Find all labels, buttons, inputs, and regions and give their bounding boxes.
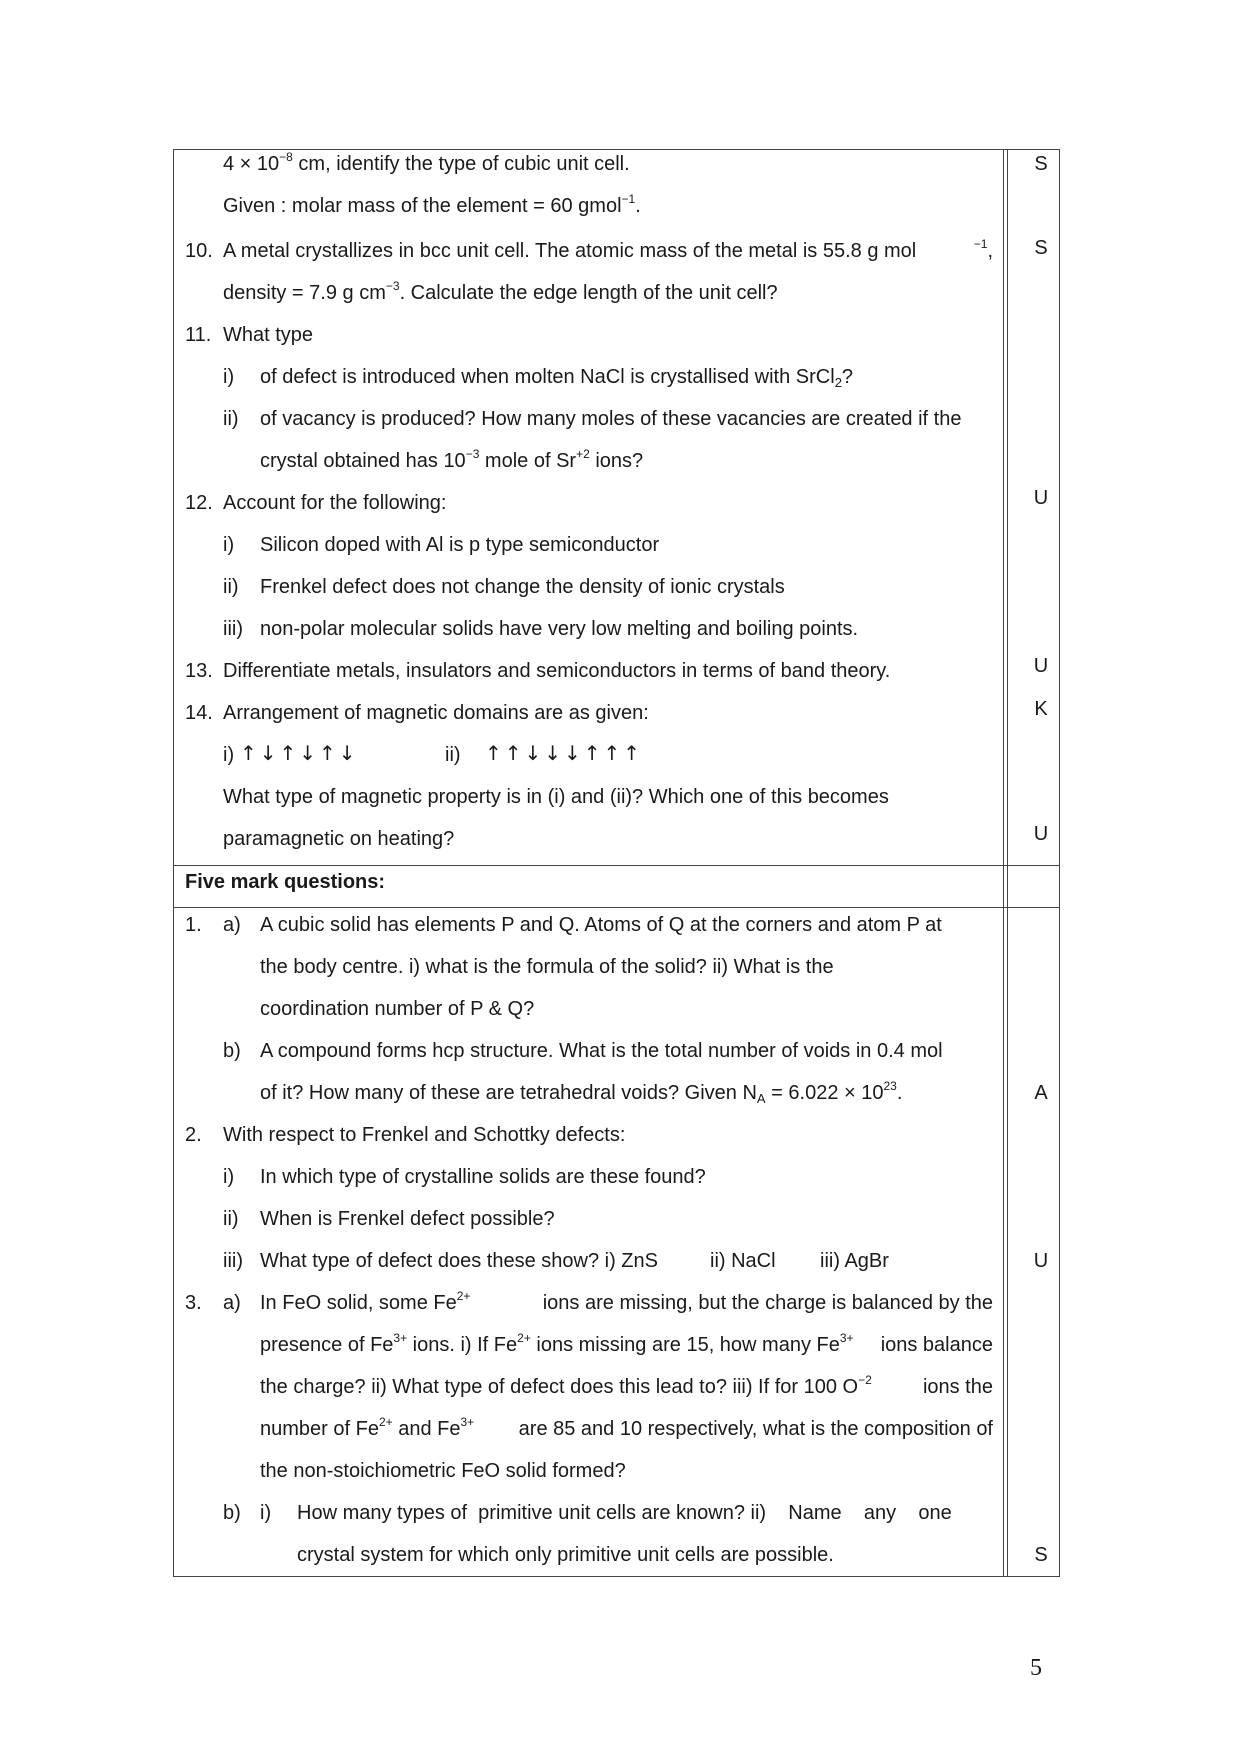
- q13-text: Differentiate metals, insulators and semiconductors in terms of band theory.: [223, 660, 891, 682]
- five-q1-b-line2: of it? How many of these are tetrahedral voids? Given $N_A = 6.022 \times 10^{23}$.: [260, 1079, 903, 1106]
- q13-number: 13.: [185, 660, 213, 682]
- q14-i-label: i): [223, 744, 235, 766]
- code-q9: S: [1034, 153, 1048, 175]
- five-q1-b-label: b): [223, 1040, 241, 1062]
- code-q10: S: [1034, 237, 1048, 259]
- q11-number: 11.: [185, 324, 212, 346]
- five-q3-b-i-label: i): [260, 1502, 272, 1524]
- q12-number: 12.: [185, 492, 213, 514]
- q12-text: Account for the following:: [223, 492, 447, 514]
- q14-ii-arrows: ↑↑↓↓↓↑↑↑: [485, 741, 644, 765]
- q14-text: Arrangement of magnetic domains are as given:: [223, 702, 649, 724]
- q14-line3: What type of magnetic property is in (i) and (ii)? Which one of this becomes: [223, 786, 889, 808]
- five-q3-b-line1: How many types of primitive unit cells are known? ii) Name any one: [297, 1502, 952, 1524]
- row-divider-section-bottom: [173, 907, 1060, 908]
- q12-i-text: Silicon doped with Al is p type semiconductor: [260, 534, 660, 556]
- five-q2-iii-label: iii): [223, 1250, 243, 1272]
- q12-iii-text: non-polar molecular solids have very low melting and boiling points.: [260, 618, 859, 640]
- q10-line1: A metal crystallizes in bcc unit cell. The atomic mass of the metal is 55.8 g mol $^{-1}$,: [223, 237, 993, 262]
- five-q2-ii-label: ii): [223, 1208, 239, 1230]
- five-q3-b-label: b): [223, 1502, 241, 1524]
- five-q3-a-label: a): [223, 1292, 241, 1314]
- q14-i-arrows: ↑↓↑↓↑↓: [240, 741, 359, 765]
- table-border-right: [1059, 149, 1060, 1577]
- five-q2-i-label: i): [223, 1166, 235, 1188]
- five-q3-a-line2: presence of $Fe^{3+}$ ions. i) If $Fe^{2+}$ ions missing are 15, how many $Fe^{3+}$ ions balance: [260, 1331, 993, 1356]
- five-q2-ii-text: When is Frenkel defect possible?: [260, 1208, 555, 1230]
- column-divider-a: [1003, 149, 1004, 1577]
- five-q3-a-line5: the non-stoichiometric FeO solid formed?: [260, 1460, 626, 1482]
- q9-line2: Given : molar mass of the element = 60 gmol$^{-1}$.: [223, 192, 641, 217]
- q14-number: 14.: [185, 702, 213, 724]
- five-q2-number: 2.: [185, 1124, 202, 1146]
- five-q2-iii-nacl: ii) NaCl: [710, 1250, 776, 1272]
- q12-ii-text: Frenkel defect does not change the density of ionic crystals: [260, 576, 785, 598]
- five-q1-a-label: a): [223, 914, 241, 936]
- table-border-left: [173, 149, 174, 1577]
- code-q13: U: [1033, 655, 1049, 677]
- code-five-q3: S: [1034, 1544, 1048, 1566]
- code-q12: U: [1033, 487, 1049, 509]
- q10-number: 10.: [185, 240, 213, 262]
- q11-i-text: of defect is introduced when molten NaCl is crystallised with SrCl$_2$?: [260, 366, 854, 390]
- five-q1-b-line1: A compound forms hcp structure. What is the total number of voids in 0.4 mol: [260, 1040, 943, 1062]
- five-q3-a-line4: number of $Fe^{2+}$ and $Fe^{3+}$ are 85 and 10 respectively, what is the composition of: [260, 1415, 993, 1440]
- five-q3-a-line3: the charge? ii) What type of defect does this lead to? iii) If for 100 $O^{-2}$ ions the: [260, 1373, 993, 1398]
- table-border-bottom: [173, 1576, 1060, 1577]
- table-border-top: [173, 149, 1060, 150]
- five-q3-b-line2: crystal system for which only primitive unit cells are possible.: [297, 1544, 834, 1566]
- five-q2-iii-text: What type of defect does these show? i) ZnS: [260, 1250, 658, 1272]
- five-q1-a-line1: A cubic solid has elements P and Q. Atoms of Q at the corners and atom P at: [260, 914, 942, 936]
- five-q1-number: 1.: [185, 914, 202, 936]
- section-heading: Five mark questions:: [185, 871, 386, 893]
- q11-ii-text: of vacancy is produced? How many moles of these vacancies are created if the: [260, 408, 962, 430]
- five-q1-a-line3: coordination number of P & Q?: [260, 998, 535, 1020]
- code-five-q1: A: [1034, 1082, 1048, 1104]
- q11-ii-line2: crystal obtained has $10^{-3}$ mole of $Sr^{+2}$ ions?: [260, 447, 644, 472]
- five-q2-i-text: In which type of crystalline solids are these found?: [260, 1166, 706, 1188]
- row-divider-section-top: [173, 865, 1060, 866]
- five-q3-number: 3.: [185, 1292, 202, 1314]
- five-q1-a-line2: the body centre. i) what is the formula of the solid? ii) What is the: [260, 956, 834, 978]
- column-divider-b: [1007, 149, 1008, 1577]
- code-q14: K: [1034, 698, 1048, 720]
- q10-line2: density = 7.9 g $cm^{-3}$. Calculate the edge length of the unit cell?: [223, 279, 778, 304]
- five-q2-text: With respect to Frenkel and Schottky defects:: [223, 1124, 626, 1146]
- q12-ii-label: ii): [223, 576, 239, 598]
- q11-ii-label: ii): [223, 408, 239, 430]
- q11-text: What type: [223, 324, 314, 346]
- q12-i-label: i): [223, 534, 235, 556]
- q14-line4: paramagnetic on heating?: [223, 828, 455, 850]
- five-q3-a-line1: In FeO solid, some $Fe^{2+}$ ions are missing, but the charge is balanced by the: [260, 1289, 993, 1314]
- code-five-q2: U: [1033, 1250, 1049, 1272]
- q11-i-label: i): [223, 366, 235, 388]
- page-number: 5: [1030, 1655, 1042, 1681]
- five-q2-iii-agbr: iii) AgBr: [820, 1250, 889, 1272]
- code-q14b: U: [1033, 823, 1049, 845]
- q14-ii-label: ii): [445, 744, 461, 766]
- q9-line1: $4 \times 10^{-8}$ cm, identify the type of cubic unit cell.: [223, 150, 630, 175]
- q12-iii-label: iii): [223, 618, 243, 640]
